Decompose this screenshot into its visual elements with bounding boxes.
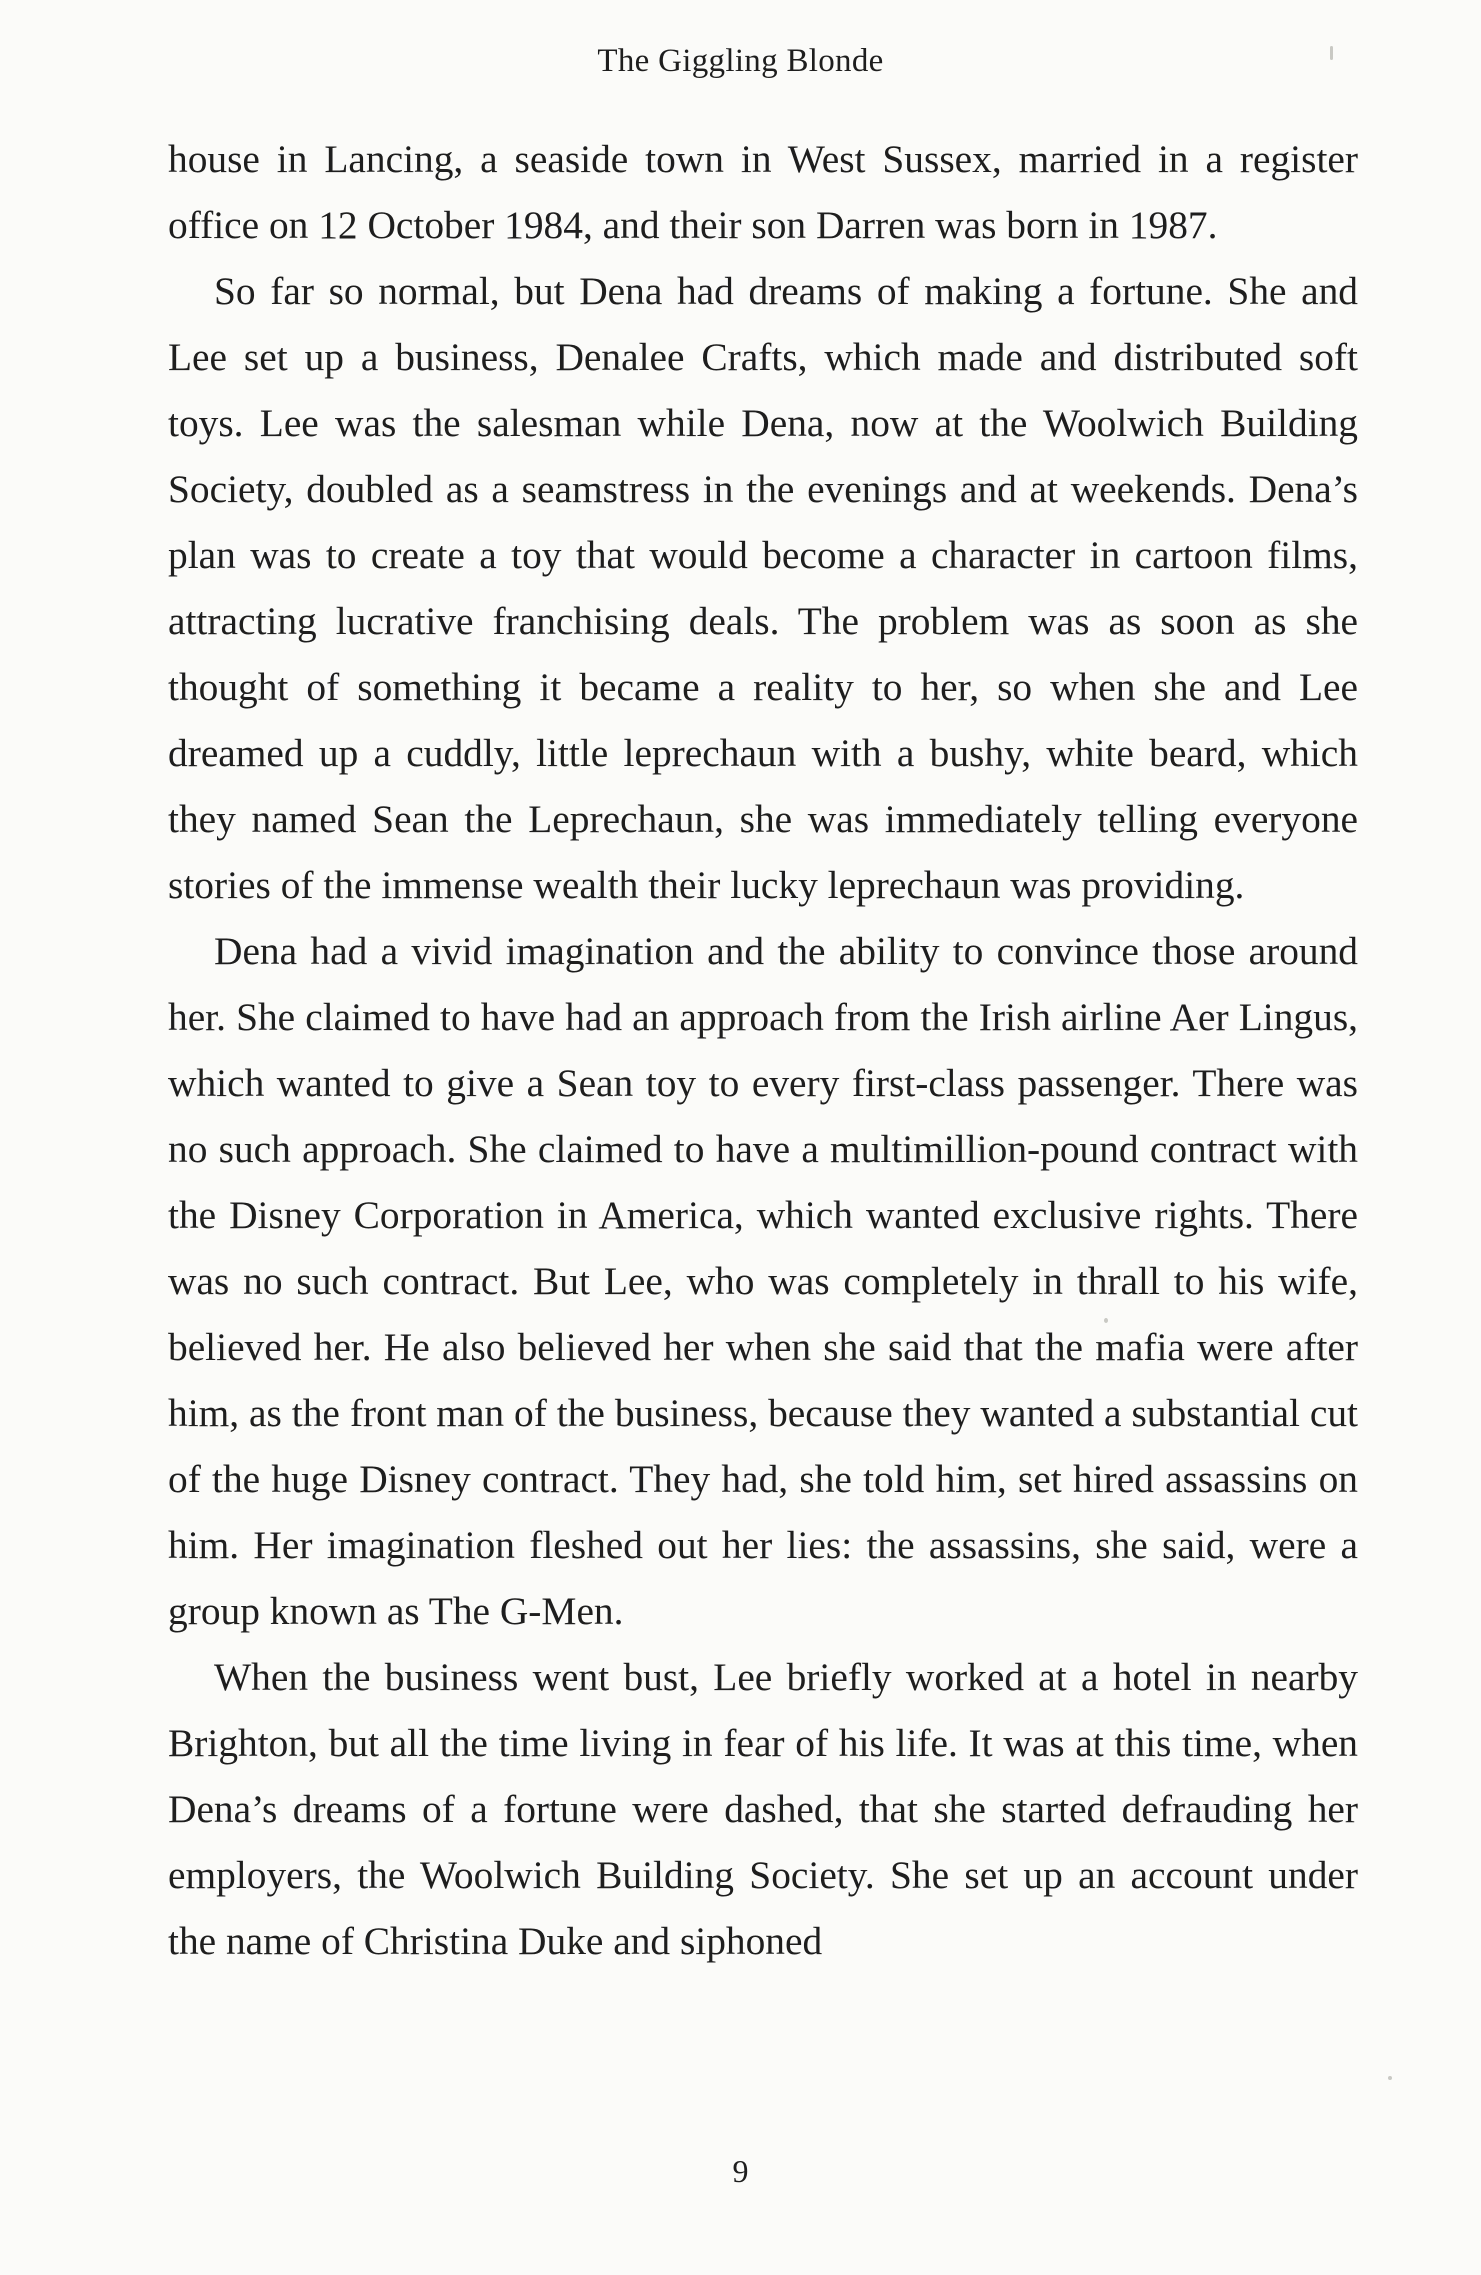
scan-speck [1104, 1318, 1108, 1323]
body-text [168, 126, 1358, 1974]
paragraph-business-bust: When the business went bust, Lee briefly worked at a hotel in nearby Brighton, but all the time living in fear of his life. It was at this time, when Dena’s dreams of a fortune were dashed, that she started defrauding her employers, the Woolwich Building Society. She set up an account under the name of Christina Duke and siphoned [168, 1655, 1358, 1963]
paragraph-continuation: house in Lancing, a seaside town in West Sussex, married in a register office on 12 October 1984, and their son Darren was born in 1987. [168, 137, 1358, 247]
scan-speck [1388, 2076, 1392, 2080]
paragraph-vivid-imagination: Dena had a vivid imagination and the ability to convince those around her. She claimed to have had an approach from the Irish airline Aer Lingus, which wanted to give a Sean toy to every first-class passenger. There was no such approach. She claimed to have a multimillion-pound contract with the Disney Corporation in America, which wanted exclusive rights. There was no such contract. But Lee, who was completely in thrall to his wife, believed her. He also believed her when she said that the mafia were after him, as the front man of the business, because they wanted a substantial cut of the huge Disney contract. They had, she told him, set hired assassins on him. Her imagination fleshed out her lies: the assassins, she said, were a group known as The G-Men. [168, 929, 1358, 1633]
running-head-title: The Giggling Blonde [597, 43, 884, 79]
paragraph-denalee-crafts: So far so normal, but Dena had dreams of making a fortune. She and Lee set up a business, Denalee Crafts, which made and distributed soft toys. Lee was the salesman while Dena, now at the Woolwich Building Society, doubled as a seamstress in the evenings and at weekends. Dena’s plan was to create a toy that would become a character in cartoon films, attracting lucrative franchising deals. The problem was as soon as she thought of something it became a reality to her, so when she and Lee dreamed up a cuddly, little leprechaun with a bushy, white beard, which they named Sean the Leprechaun, she was immediately telling everyone stories of the immense wealth their lucky leprechaun was providing. [168, 269, 1358, 907]
scan-speck [1330, 46, 1333, 60]
page-number: 9 [732, 2153, 749, 2189]
